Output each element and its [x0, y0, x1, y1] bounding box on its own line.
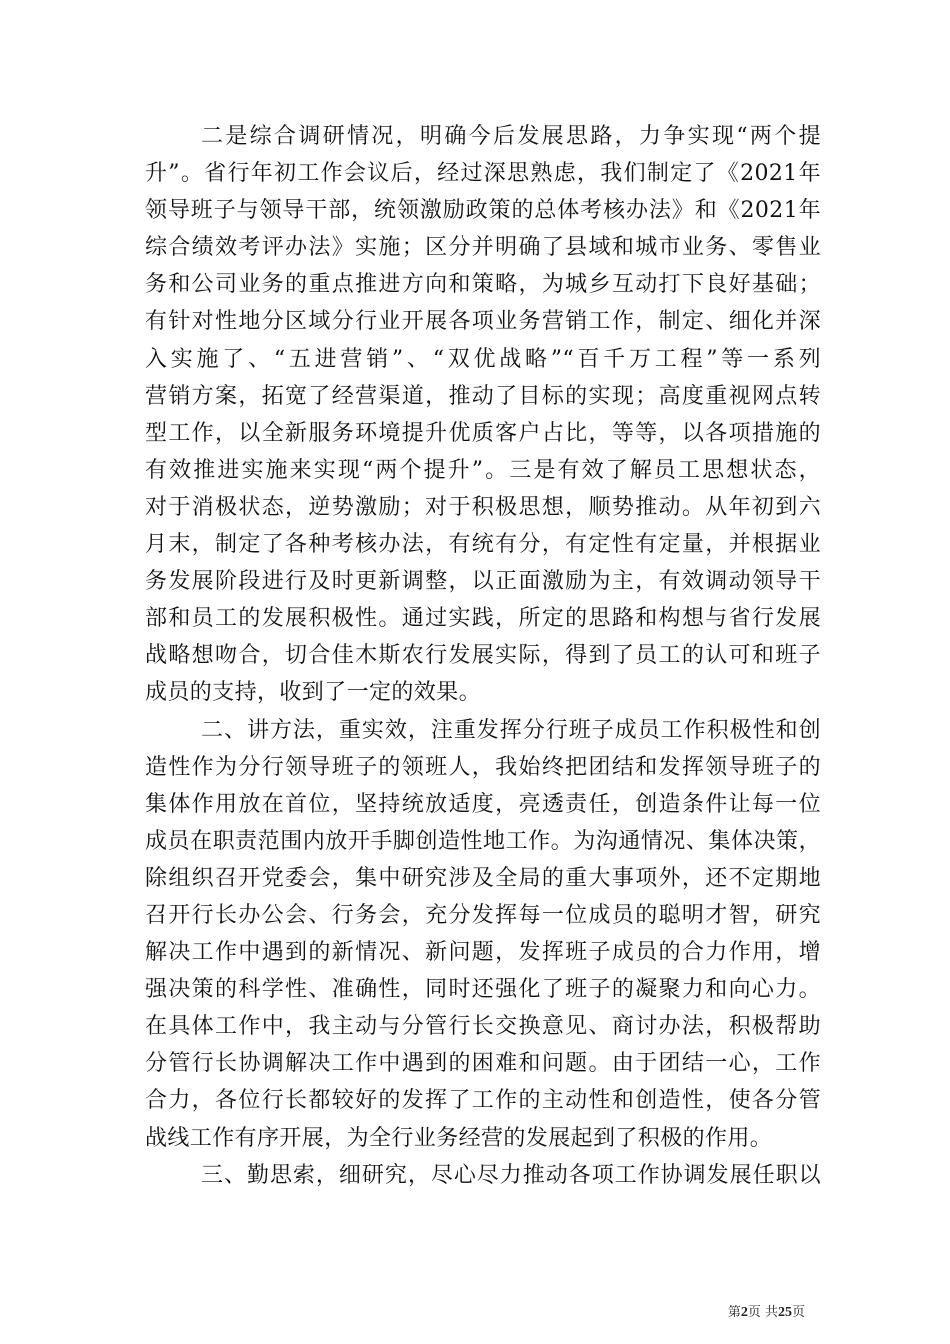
text-line: 入实施了、“五进营销”、“双优战略”“百千万工程”等一系列	[145, 346, 821, 372]
text-line: 合力，各位行长都较好的发挥了工作的主动性和创造性，使各分管	[145, 1088, 821, 1114]
footer-prefix: 第	[727, 1305, 741, 1320]
footer-suffix: 页	[791, 1305, 805, 1320]
text-line: 营销方案，拓宽了经营渠道，推动了目标的实现；高度重视网点转	[145, 383, 821, 409]
text-line: 升”。省行年初工作会议后，经过深思熟虑，我们制定了《2021年	[145, 161, 821, 187]
text-line: 分管行长协调解决工作中遇到的困难和问题。由于团结一心，工作	[145, 1051, 821, 1077]
document-body	[145, 118, 821, 1194]
text-line: 部和员工的发展积极性。通过实践，所定的思路和构想与省行发展	[145, 606, 821, 632]
text-line: 召开行长办公会、行务会，充分发挥每一位成员的聪明才智，研究	[145, 902, 821, 928]
footer-middle: 页 共	[747, 1305, 778, 1320]
paragraph-3	[145, 1157, 821, 1194]
text-line: 领导班子与领导干部，统领激励政策的总体考核办法》和《2021年	[145, 198, 821, 224]
text-line: 集体作用放在首位，坚持统放适度，亮透责任，创造条件让每一位	[145, 791, 821, 817]
text-line: 务发展阶段进行及时更新调整，以正面激励为主，有效调动领导干	[145, 569, 821, 595]
text-line: 务和公司业务的重点推进方向和策略，为城乡互动打下良好基础；	[145, 272, 821, 298]
text-line: 除组织召开党委会，集中研究涉及全局的重大事项外，还不定期地	[145, 865, 821, 891]
text-line: 三、勤思索，细研究，尽心尽力推动各项工作协调发展任职以	[201, 1162, 821, 1188]
text-line: 战线工作有序开展，为全行业务经营的发展起到了积极的作用。	[145, 1125, 773, 1151]
text-line: 造性作为分行领导班子的领班人，我始终把团结和发挥领导班子的	[145, 754, 821, 780]
text-line: 二是综合调研情况，明确今后发展思路，力争实现“两个提	[201, 124, 821, 149]
text-line: 有效推进实施来实现“两个提升”。三是有效了解员工思想状态，	[145, 457, 821, 483]
text-line: 月末，制定了各种考核办法，有统有分，有定性有定量，并根据业	[145, 532, 821, 558]
text-line: 成员在职责范围内放开手脚创造性地工作。为沟通情况、集体决策，	[145, 828, 821, 854]
text-line: 型工作，以全新服务环境提升优质客户占比，等等，以各项措施的	[145, 420, 821, 446]
total-page-number: 25	[777, 1305, 792, 1320]
text-line: 解决工作中遇到的新情况、新问题，发挥班子成员的合力作用，增	[145, 940, 821, 966]
page-number-footer	[728, 1304, 805, 1322]
paragraph-1	[145, 118, 821, 712]
current-page-number: 2	[740, 1305, 748, 1320]
text-line: 强决策的科学性、准确性，同时还强化了班子的凝聚力和向心力。	[145, 977, 821, 1003]
text-line: 有针对性地分区域分行业开展各项业务营销工作，制定、细化并深	[145, 309, 821, 335]
text-line: 综合绩效考评办法》实施；区分并明确了县域和城市业务、零售业	[145, 235, 821, 261]
paragraph-2	[145, 712, 821, 1157]
text-line: 成员的支持，收到了一定的效果。	[145, 680, 482, 706]
text-line: 对于消极状态，逆势激励；对于积极思想，顺势推动。从年初到六	[145, 494, 821, 520]
text-line: 战略想吻合，切合佳木斯农行发展实际，得到了员工的认可和班子	[145, 643, 821, 669]
text-line: 二、讲方法，重实效，注重发挥分行班子成员工作积极性和创	[201, 717, 821, 743]
text-line: 在具体工作中，我主动与分管行长交换意见、商讨办法，积极帮助	[145, 1014, 821, 1040]
